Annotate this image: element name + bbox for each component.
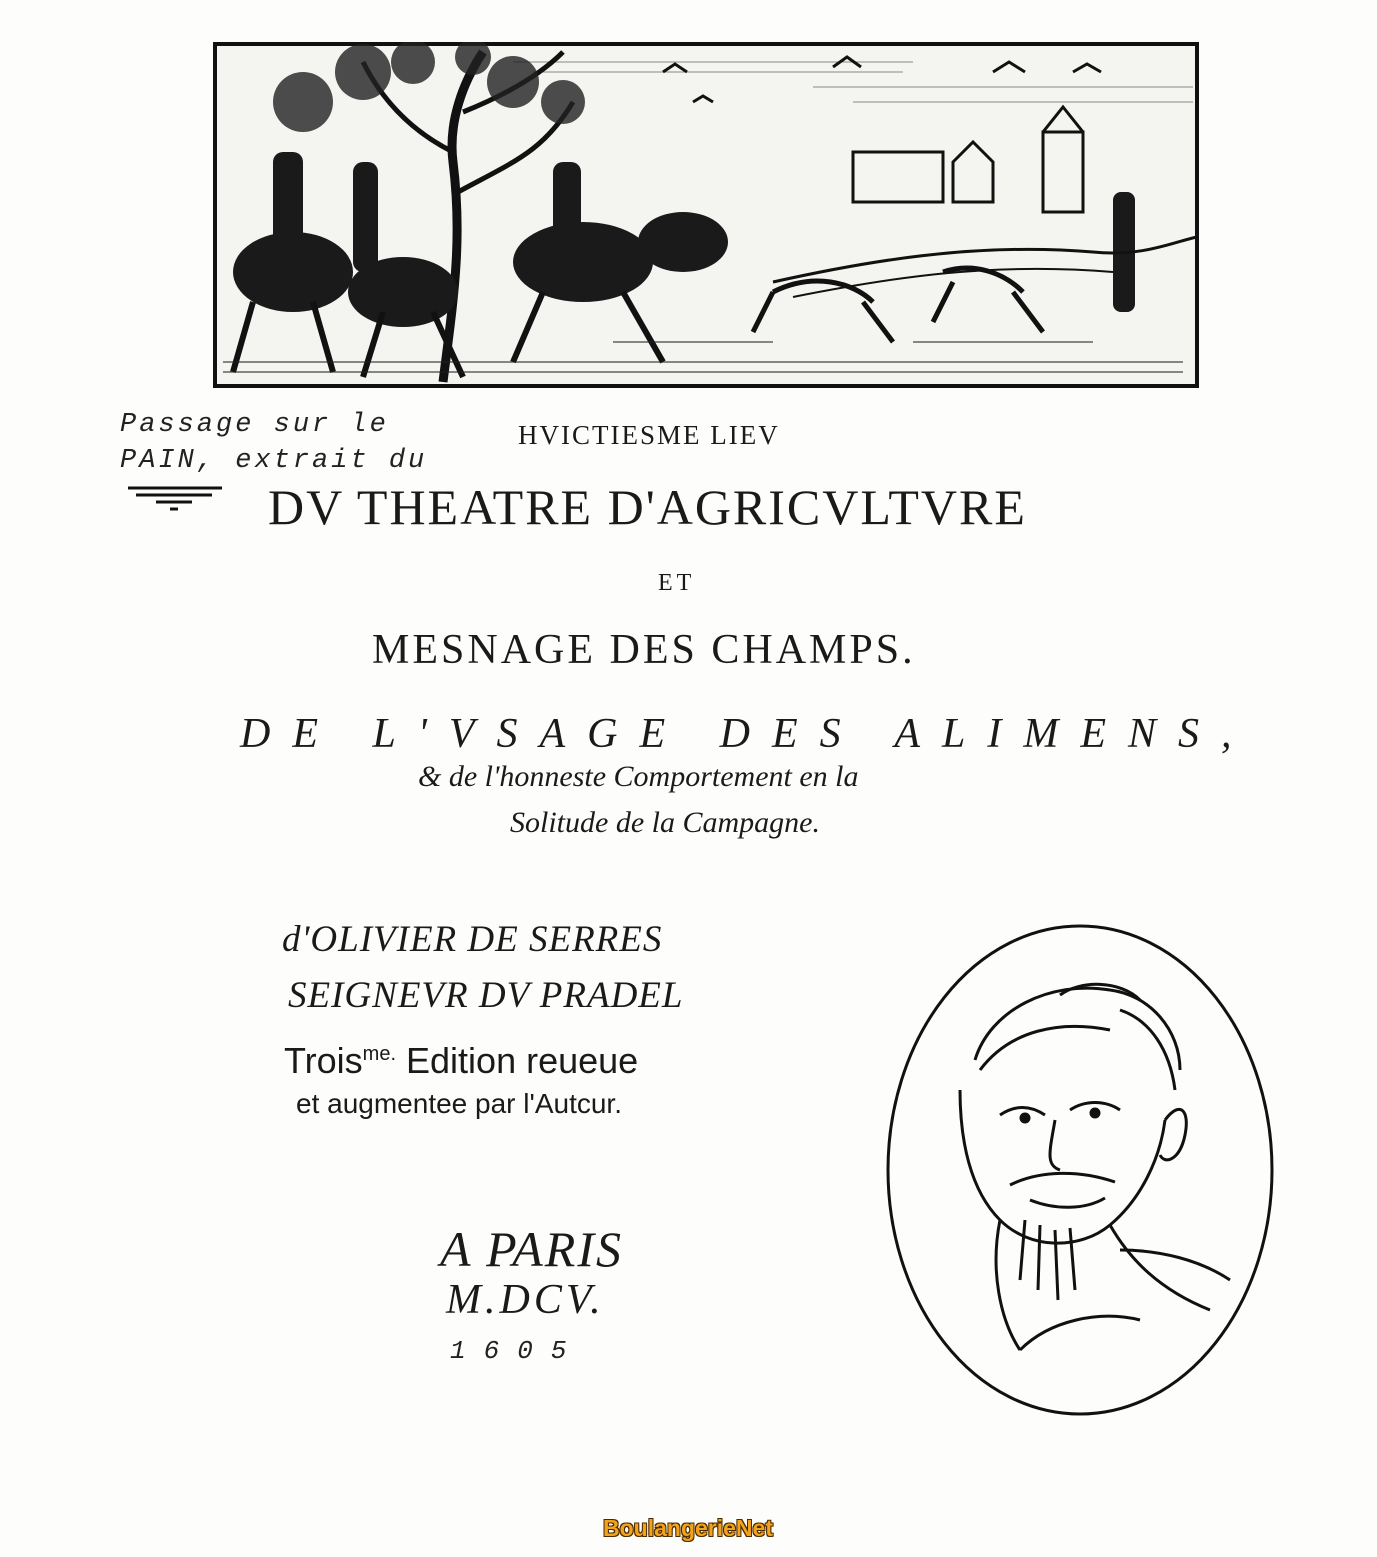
title-line1: DV THEATRE D'AGRICVLTVRE xyxy=(268,479,1027,535)
title-conjunction: ET xyxy=(658,570,696,596)
oval-portrait-illustration xyxy=(880,920,1280,1420)
typed-note-extrait: , extrait du xyxy=(196,446,428,476)
hunting-scene-illustration xyxy=(213,42,1199,388)
underline-marks xyxy=(126,484,226,514)
subtitle-heading: DE L'VSAGE DES ALIMENS, xyxy=(240,711,1254,757)
imprint-roman-year: M.DCV. xyxy=(446,1277,605,1323)
author-portrait xyxy=(880,920,1280,1420)
author-title: SEIGNEVR DV PRADEL xyxy=(288,975,684,1016)
edition-text: Edition reueue xyxy=(396,1040,639,1081)
edition-trois: Trois xyxy=(284,1040,363,1081)
imprint-city: A PARIS xyxy=(440,1221,623,1277)
author-name: d'OLIVIER DE SERRES xyxy=(282,919,663,960)
edition-line1 xyxy=(284,1040,638,1082)
typed-note-line1: Passage sur le xyxy=(120,410,389,440)
woodcut-banner xyxy=(213,42,1199,388)
imprint-year: 1605 xyxy=(450,1336,585,1366)
boulangerienet-watermark: BoulangerieNet xyxy=(603,1515,773,1541)
subtitle-line2: Solitude de la Campagne. xyxy=(510,806,820,839)
title-line2: MESNAGE DES CHAMPS. xyxy=(372,627,916,673)
subtitle-line1: & de l'honneste Comportement en la xyxy=(418,760,859,793)
edition-line2: et augmentee par l'Autcur. xyxy=(296,1088,622,1119)
chapter-heading: HVICTIESME LIEV xyxy=(518,420,780,450)
typed-note-pain: PAIN xyxy=(120,446,197,476)
edition-superscript: me. xyxy=(362,1043,397,1065)
typed-note-line2 xyxy=(120,446,427,476)
